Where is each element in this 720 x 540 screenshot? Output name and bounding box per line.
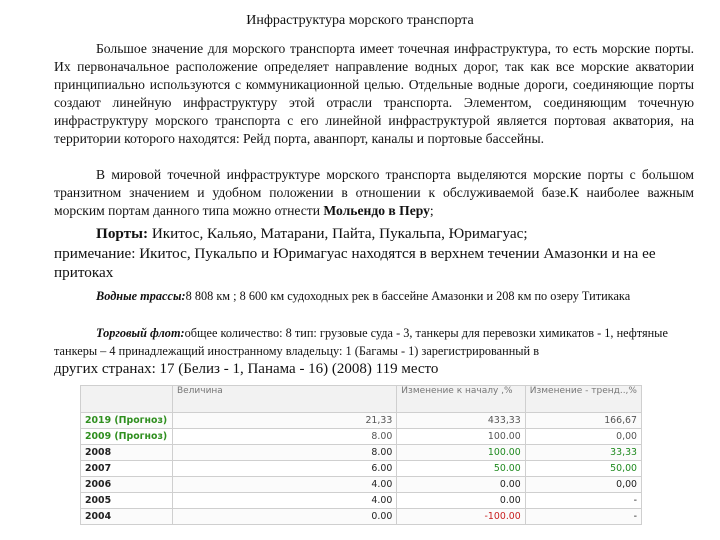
table-cell-year: 2009 (Прогноз) — [81, 429, 173, 445]
table-cell-change: 100.00 — [397, 445, 525, 461]
fleet-text: общее количество: 8 тип: грузовые суда - 3, танкеры для перевозки химикатов - 1, нефтяные танкеры – 4 принадлежащий иностранному владельцу: 1 (Багамы - 1) зарегистрированный в — [54, 326, 668, 359]
ports-list: Икитос, Кальяо, Матарани, Пайта, Пукальпа, Юримагуас; — [148, 225, 528, 242]
table-cell-year: 2004 — [81, 509, 173, 525]
table-cell-trend: 50,00 — [525, 461, 641, 477]
table-header-row — [81, 386, 642, 413]
table-header-value: Величина — [172, 386, 396, 413]
paragraph-infrastructure: Большое значение для морского транспорта имеет точечная инфраструктура, то есть морские порты. Их первоначальное расположение определяет направление водных дорог, так как все морские акватории принципиально используются с коммуникационной целью. Отдельные водные дороги, соединяющие порты создают линейную инфраструктуру этой отрасли транспорта. Элементом, соединяющим точечную инфраструктуру морского транспорта с его линейной инфраструктурой является портовая акватория, на территории которого находятся: Рейд порта, аванпорт, каналы и портовые бассейны. — [54, 41, 694, 147]
paragraph-ports-transit — [54, 166, 694, 220]
waterways-text: 8 808 км ; 8 600 км судоходных рек в бассейне Амазонки и 208 км по озеру Титикака — [185, 289, 631, 303]
port-mollendo: Мольендо в Перу — [323, 203, 430, 219]
table-cell-value: 6.00 — [172, 461, 396, 477]
table-cell-change: 100.00 — [397, 429, 525, 445]
table-cell-change: 50.00 — [397, 461, 525, 477]
table-cell-change: 0.00 — [397, 477, 525, 493]
table-cell-trend: - — [525, 509, 641, 525]
table-cell-value: 8.00 — [172, 445, 396, 461]
ports-line — [54, 224, 694, 244]
table-row — [81, 509, 642, 525]
table-cell-trend: 166,67 — [525, 413, 641, 429]
table-row — [81, 445, 642, 461]
table-cell-value: 4.00 — [172, 493, 396, 509]
table-cell-year: 2019 (Прогноз) — [81, 413, 173, 429]
table-row — [81, 477, 642, 493]
table-cell-year: 2006 — [81, 477, 173, 493]
ports-note: примечание: Икитос, Пукальпо и Юримагуас находятся в верхнем течении Амазонки и на ее притоках — [54, 244, 656, 282]
table-row — [81, 461, 642, 477]
table-row — [81, 429, 642, 445]
table-cell-trend: 33,33 — [525, 445, 641, 461]
table-cell-value: 4.00 — [172, 477, 396, 493]
waterways-section — [54, 287, 694, 305]
table-cell-year: 2005 — [81, 493, 173, 509]
fleet-section — [54, 324, 694, 360]
table-cell-year: 2008 — [81, 445, 173, 461]
fleet-label: Торговый флот: — [96, 326, 185, 340]
paragraph-ports-transit-text: В мировой точечной инфраструктуре морского транспорта выделяются морские порты с большом транзитном значением и удобном положении в отношении к обслуживаемой базе.К наиболее важным морским портам данного типа можно отнести — [54, 167, 694, 219]
table-cell-change: -100.00 — [397, 509, 525, 525]
waterways-label: Водные трассы: — [96, 289, 186, 303]
table-cell-change: 433,33 — [397, 413, 525, 429]
table-header-year — [81, 386, 173, 413]
table-cell-trend: 0,00 — [525, 477, 641, 493]
table-row — [81, 413, 642, 429]
ports-section — [54, 224, 694, 283]
table-cell-value: 8.00 — [172, 429, 396, 445]
paragraph-ports-transit-end: ; — [429, 203, 434, 219]
table-cell-change: 0.00 — [397, 493, 525, 509]
table-cell-trend: 0,00 — [525, 429, 641, 445]
ports-label: Порты: — [96, 225, 149, 242]
table-cell-value: 21,33 — [172, 413, 396, 429]
table-header-trend: Изменение - тренд..,% — [525, 386, 641, 413]
table-row — [81, 493, 642, 509]
fleet-tail: других странах: 17 (Белиз - 1, Панама - 16) (2008) 119 место — [54, 361, 439, 377]
fleet-table — [80, 385, 642, 525]
table-header-change: Изменение к началу ,% — [397, 386, 525, 413]
table-cell-trend: - — [525, 493, 641, 509]
document-title: Инфраструктура морского транспорта — [246, 13, 474, 28]
table-cell-year: 2007 — [81, 461, 173, 477]
table-cell-value: 0.00 — [172, 509, 396, 525]
table-body — [81, 413, 642, 525]
